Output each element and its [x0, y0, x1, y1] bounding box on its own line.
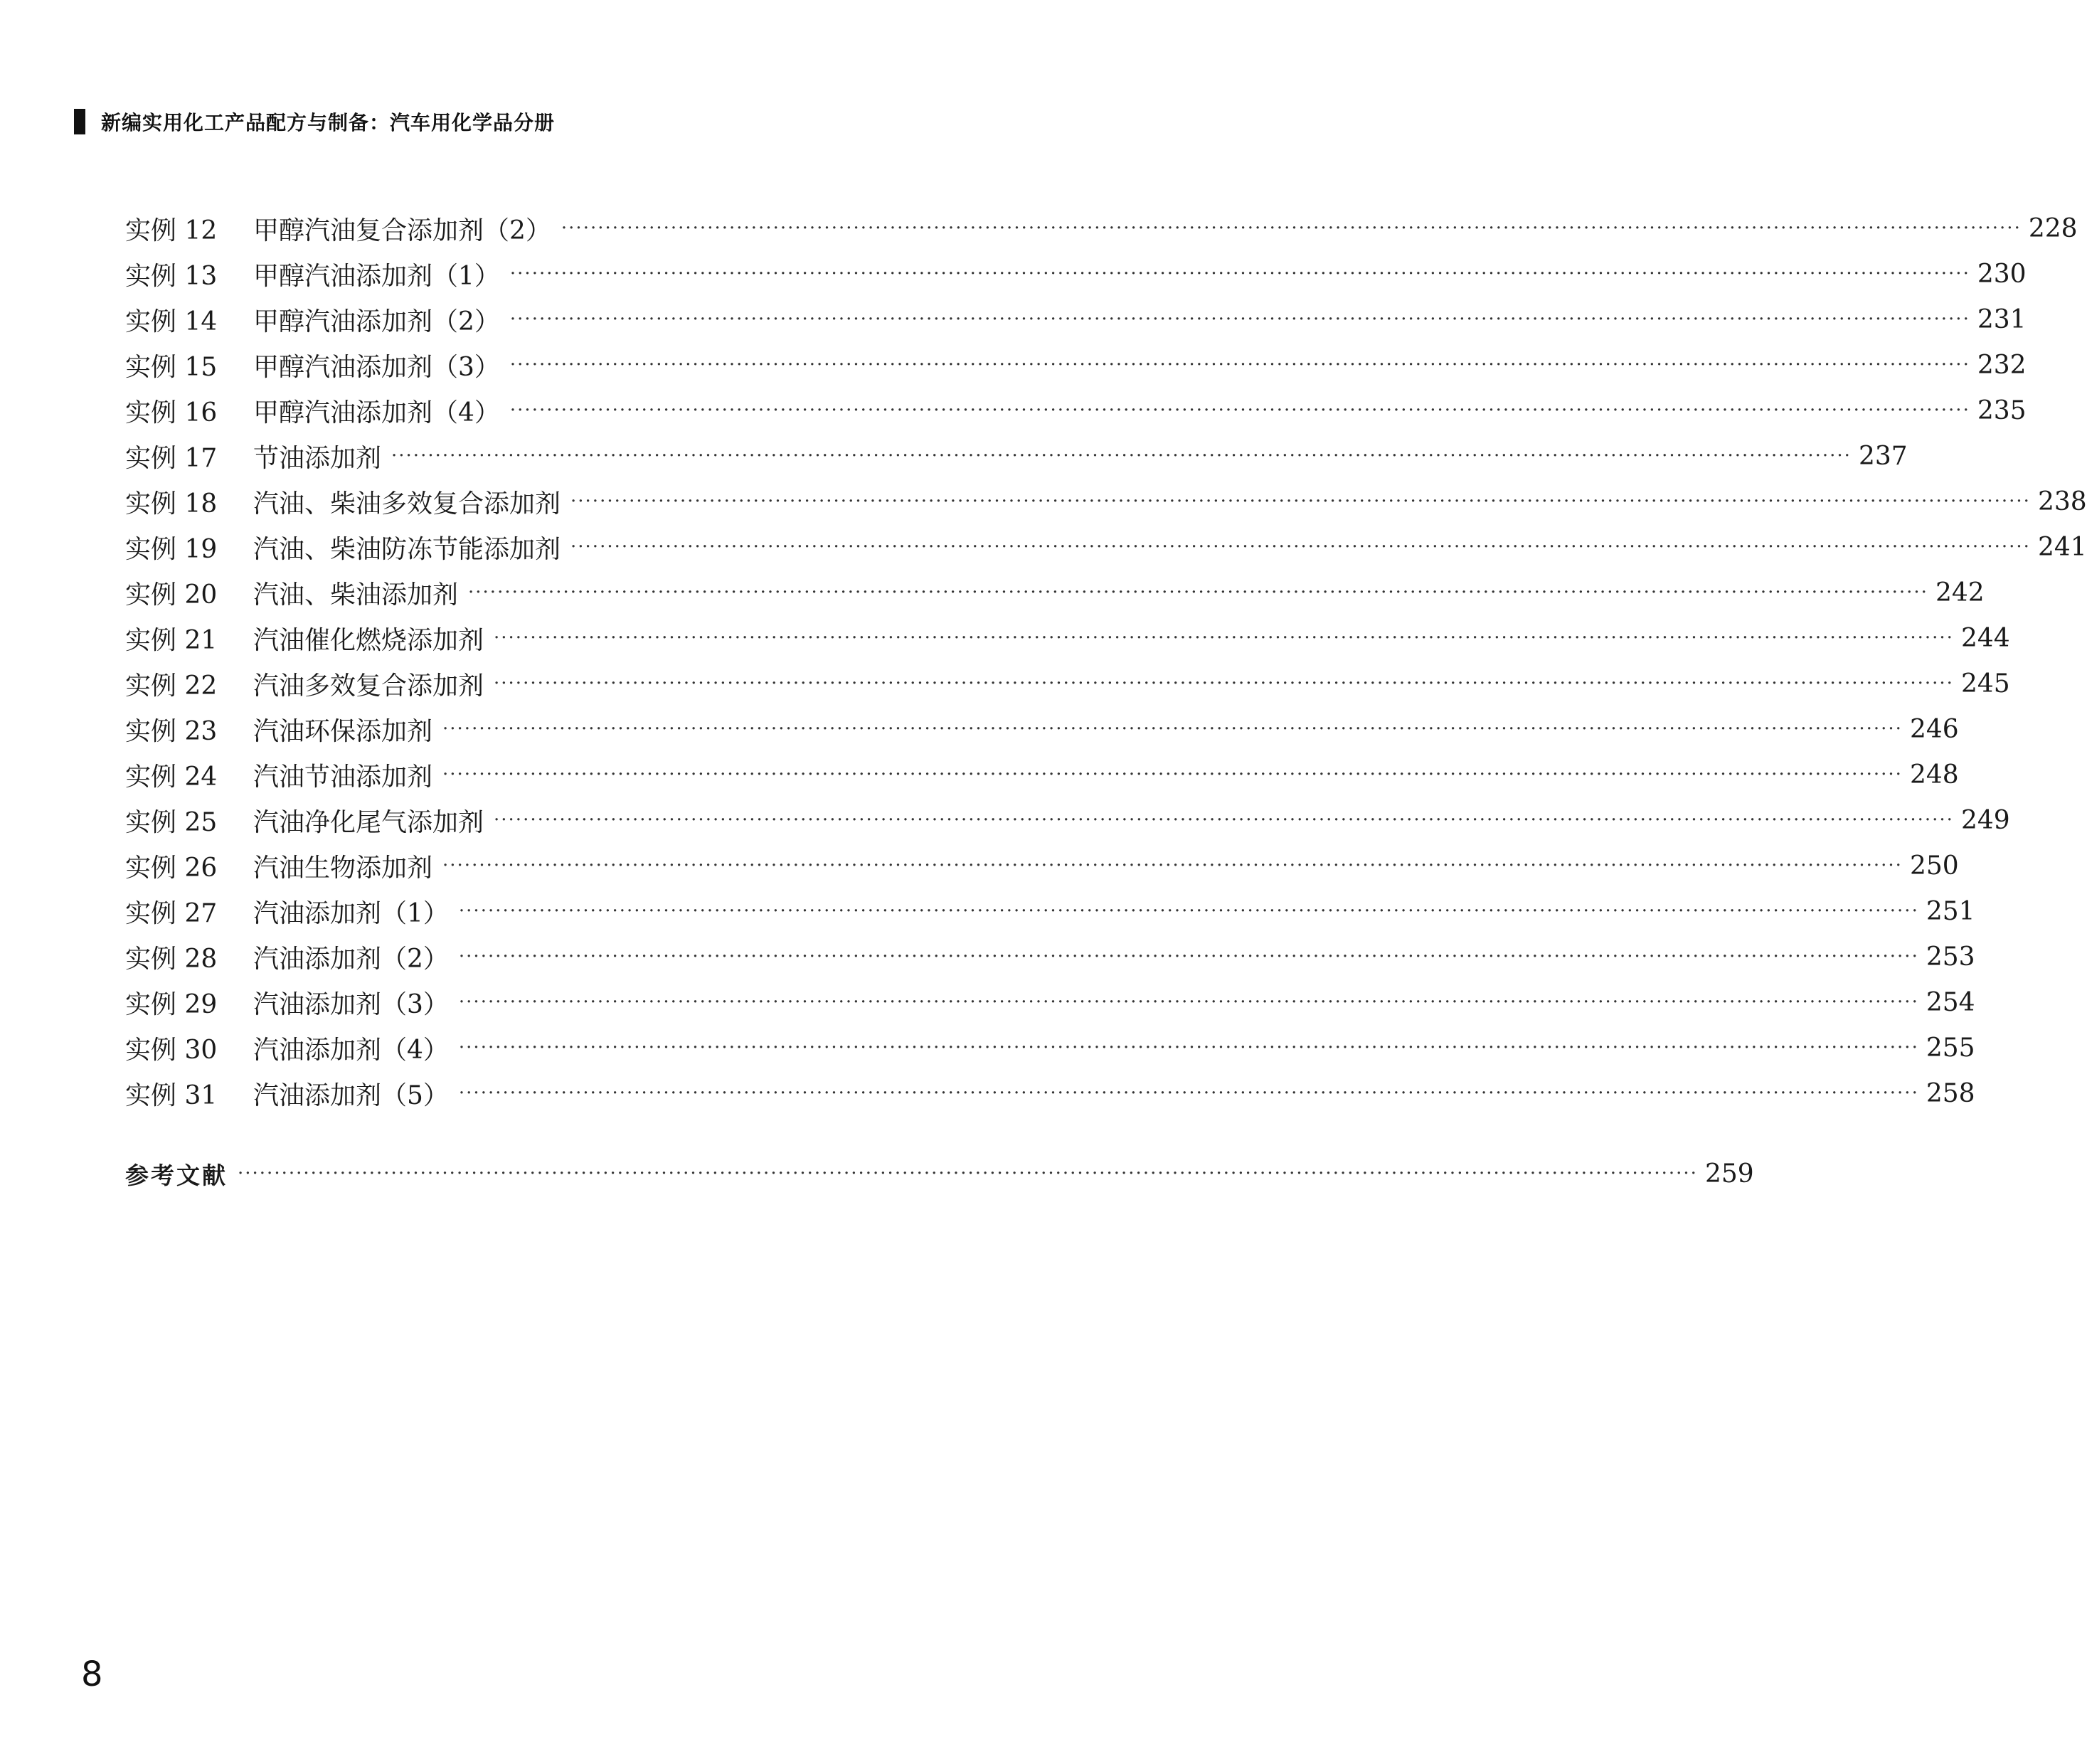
- entry-page: 231: [1977, 304, 2027, 334]
- dot-leader: ········································································································································································································: [391, 445, 1852, 467]
- toc-entry[interactable]: [125, 1070, 1975, 1116]
- toc-entry[interactable]: [125, 934, 1975, 979]
- entry-number: 实例 22: [125, 671, 218, 701]
- entry-title: 汽油添加剂（4）: [253, 1035, 449, 1065]
- entry-number: 实例 19: [125, 534, 218, 564]
- entry-number: 实例 18: [125, 489, 218, 519]
- entry-page: 235: [1977, 395, 2027, 425]
- entry-title: 汽油、柴油添加剂: [253, 580, 459, 610]
- entry-number: 实例 28: [125, 944, 218, 974]
- toc-entry[interactable]: [125, 706, 1959, 752]
- toc-entry[interactable]: [125, 752, 1959, 797]
- entry-page: 254: [1926, 987, 1975, 1017]
- dot-leader: ········································································································································································································: [442, 764, 1903, 785]
- entry-number: 实例 15: [125, 352, 218, 382]
- dot-leader: ········································································································································································································: [509, 263, 1970, 285]
- page-number: 8: [81, 1654, 103, 1694]
- entry-page: 250: [1909, 851, 1959, 881]
- entry-number: 实例 24: [125, 762, 218, 792]
- entry-number: 实例 30: [125, 1035, 218, 1065]
- dot-leader: ········································································································································································································: [458, 946, 1919, 967]
- entry-title: 汽油净化尾气添加剂: [253, 807, 484, 837]
- entry-number: 实例 13: [125, 261, 218, 291]
- toc-entry[interactable]: [125, 206, 2078, 251]
- toc-entry[interactable]: [125, 479, 2087, 524]
- entry-page: 253: [1926, 942, 1975, 972]
- entry-number: 实例 26: [125, 853, 218, 883]
- entry-title: 甲醇汽油复合添加剂（2）: [253, 216, 551, 245]
- toc-entry[interactable]: [125, 251, 2027, 297]
- book-title: 新编实用化工产品配方与制备：汽车用化学品分册: [101, 111, 556, 134]
- entry-page: 251: [1926, 896, 1975, 926]
- entry-title: 汽油添加剂（1）: [253, 898, 449, 928]
- dot-leader: ········································································································································································································: [458, 900, 1919, 922]
- entry-title: 汽油节油添加剂: [253, 762, 433, 792]
- toc-entry[interactable]: [125, 342, 2027, 388]
- toc-entry[interactable]: [125, 433, 1908, 479]
- entry-page: 246: [1909, 714, 1959, 744]
- entry-title: 汽油生物添加剂: [253, 853, 433, 883]
- references-title: 参考文献: [125, 1161, 228, 1189]
- entry-title: 汽油添加剂（5）: [253, 1080, 449, 1110]
- entry-number: 实例 20: [125, 580, 218, 610]
- entry-title: 节油添加剂: [253, 443, 382, 473]
- entry-page: 258: [1926, 1078, 1975, 1108]
- header-bar-mark: [74, 109, 85, 134]
- toc-entry[interactable]: [125, 615, 2010, 661]
- dot-leader: ········································································································································································································: [561, 218, 2022, 239]
- toc-entry[interactable]: [125, 979, 1975, 1025]
- table-of-contents: [125, 206, 2087, 1116]
- entry-page: 230: [1977, 259, 2027, 289]
- dot-leader: ········································································································································································································: [509, 309, 1970, 330]
- entry-number: 实例 12: [125, 216, 218, 245]
- dot-leader: ········································································································································································································: [458, 992, 1919, 1013]
- dot-leader: ········································································································································································································: [442, 855, 1903, 876]
- entry-page: 245: [1960, 669, 2010, 698]
- entry-number: 实例 17: [125, 443, 218, 473]
- entry-page: 242: [1935, 578, 1985, 607]
- dot-leader: ········································································································································································································: [468, 582, 1928, 603]
- dot-leader: ········································································································································································································: [494, 673, 1954, 694]
- dot-leader: ········································································································································································································: [570, 536, 2031, 558]
- entry-page: 249: [1960, 805, 2010, 835]
- dot-leader: ········································································································································································································: [570, 491, 2031, 512]
- entry-page: 255: [1926, 1033, 1975, 1063]
- entry-number: 实例 31: [125, 1080, 218, 1110]
- entry-page: 241: [2037, 532, 2087, 562]
- dot-leader: ········································································································································································································: [494, 809, 1954, 831]
- toc-entry[interactable]: [125, 388, 2027, 433]
- toc-entry[interactable]: [125, 661, 2010, 706]
- toc-entry[interactable]: [125, 524, 2087, 570]
- entry-title: 汽油多效复合添加剂: [253, 671, 484, 701]
- entry-page: 237: [1858, 441, 1908, 471]
- dot-leader: ········································································································································································································: [442, 718, 1903, 740]
- entry-number: 实例 14: [125, 307, 218, 336]
- entry-page: 232: [1977, 350, 2027, 380]
- dot-leader: ········································································································································································································: [509, 400, 1970, 421]
- dot-leader: ········································································································································································································: [458, 1083, 1919, 1104]
- references-page: 259: [1704, 1159, 1754, 1189]
- toc-entry[interactable]: [125, 297, 2027, 342]
- toc-entry[interactable]: [125, 797, 2010, 843]
- entry-page: 248: [1909, 760, 1959, 790]
- entry-title: 甲醇汽油添加剂（3）: [253, 352, 500, 382]
- running-header: [74, 107, 555, 137]
- entry-title: 汽油、柴油多效复合添加剂: [253, 489, 561, 519]
- toc-entry[interactable]: [125, 1025, 1975, 1070]
- dot-leader: ········································································································································································································: [238, 1163, 1698, 1184]
- dot-leader: ········································································································································································································: [458, 1037, 1919, 1058]
- entry-page: 228: [2028, 213, 2078, 243]
- entry-title: 汽油添加剂（2）: [253, 944, 449, 974]
- entry-number: 实例 16: [125, 398, 218, 427]
- toc-entry[interactable]: [125, 843, 1959, 888]
- toc-entry[interactable]: [125, 888, 1975, 934]
- toc-entry[interactable]: [125, 570, 1985, 615]
- entry-title: 汽油添加剂（3）: [253, 989, 449, 1019]
- entry-title: 甲醇汽油添加剂（4）: [253, 398, 500, 427]
- entry-title: 汽油催化燃烧添加剂: [253, 625, 484, 655]
- entry-title: 汽油环保添加剂: [253, 716, 433, 746]
- dot-leader: ········································································································································································································: [494, 627, 1954, 649]
- entry-page: 244: [1960, 623, 2010, 653]
- entry-number: 实例 27: [125, 898, 218, 928]
- entry-title: 汽油、柴油防冻节能添加剂: [253, 534, 561, 564]
- entry-number: 实例 23: [125, 716, 218, 746]
- entry-number: 实例 25: [125, 807, 218, 837]
- toc-entry-references[interactable]: [125, 1151, 1754, 1196]
- entry-title: 甲醇汽油添加剂（1）: [253, 261, 500, 291]
- dot-leader: ········································································································································································································: [509, 354, 1970, 376]
- entry-title: 甲醇汽油添加剂（2）: [253, 307, 500, 336]
- entry-page: 238: [2037, 487, 2087, 516]
- entry-number: 实例 21: [125, 625, 218, 655]
- entry-number: 实例 29: [125, 989, 218, 1019]
